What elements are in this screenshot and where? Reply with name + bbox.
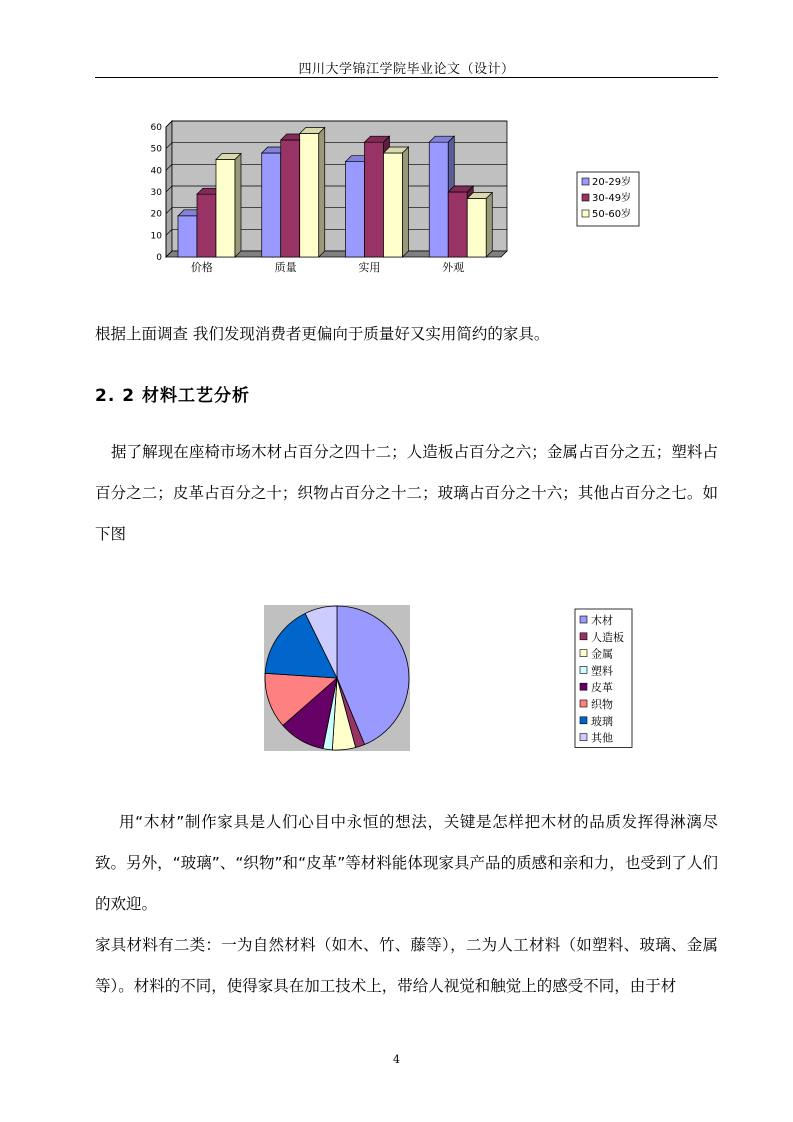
legend-label: 木材 bbox=[591, 614, 613, 627]
page-number: 4 bbox=[393, 1053, 400, 1066]
bar-side bbox=[319, 128, 325, 258]
legend-swatch bbox=[582, 210, 589, 217]
bar-front bbox=[178, 216, 197, 257]
legend-swatch bbox=[580, 666, 587, 673]
bar-front bbox=[262, 153, 281, 257]
bar-front bbox=[346, 162, 365, 257]
legend-label: 皮革 bbox=[591, 681, 613, 695]
section-heading: 2. 2 材料工艺分析 bbox=[95, 386, 250, 406]
y-tick-label: 20 bbox=[150, 209, 162, 220]
legend-swatch bbox=[580, 650, 587, 657]
legend-swatch bbox=[580, 717, 587, 724]
legend-swatch bbox=[582, 178, 589, 185]
y-tick-label: 40 bbox=[150, 166, 162, 177]
material-pie-chart bbox=[262, 603, 642, 753]
y-tick-label: 0 bbox=[156, 253, 162, 263]
legend-label: 玻璃 bbox=[591, 714, 613, 728]
y-tick-label: 10 bbox=[150, 231, 162, 242]
material-share-paragraph: 据了解现在座椅市场木材占百分之四十二；人造板占百分之六；金属占百分之五；塑料占百分之二；皮革占百分之十；织物占百分之十二；玻璃占百分之十六；其他占百分之七。如下图 bbox=[95, 443, 718, 543]
page-header-title: 四川大学锦江学院毕业论文（设计） bbox=[298, 62, 515, 77]
y-tick-label: 30 bbox=[150, 188, 162, 198]
bar-front bbox=[467, 199, 486, 258]
header-rule bbox=[95, 77, 718, 78]
x-tick-label: 质量 bbox=[274, 261, 297, 274]
legend-swatch bbox=[582, 194, 589, 201]
bar-front bbox=[216, 160, 235, 258]
legend-label: 30-49岁 bbox=[592, 193, 632, 204]
bar-side bbox=[235, 154, 241, 258]
wood-material-paragraph: 用“木材”制作家具是人们心目中永恒的想法，关键是怎样把木材的品质发挥得淋漓尽致。另外，“玻璃”、“织物”和“皮革”等材料能体现家具产品的质感和亲和力，也受到了人们的欢迎。 bbox=[95, 813, 718, 913]
legend-label: 50-60岁 bbox=[592, 209, 632, 220]
survey-conclusion: 根据上面调查 我们发现消费者更偏向于质量好又实用简约的家具。 bbox=[95, 325, 550, 343]
bar-front bbox=[197, 194, 216, 257]
legend-label: 织物 bbox=[591, 698, 613, 711]
y-tick-label: 60 bbox=[150, 123, 162, 133]
bar-front bbox=[448, 192, 467, 257]
legend-swatch bbox=[580, 734, 587, 741]
legend-label: 人造板 bbox=[591, 630, 624, 644]
x-tick-label: 外观 bbox=[442, 261, 465, 274]
legend-swatch bbox=[580, 700, 587, 707]
bar-front bbox=[365, 142, 384, 257]
bar-front bbox=[300, 134, 319, 258]
legend-label: 其他 bbox=[591, 731, 613, 745]
bar-front bbox=[384, 153, 403, 257]
bar-front bbox=[281, 140, 300, 257]
legend-label: 20-29岁 bbox=[592, 177, 632, 188]
legend-swatch bbox=[580, 616, 587, 623]
bar-front bbox=[429, 142, 448, 257]
legend-label: 金属 bbox=[591, 647, 613, 661]
x-tick-label: 实用 bbox=[358, 261, 381, 274]
x-tick-label: 价格 bbox=[190, 261, 213, 274]
bar-side bbox=[486, 193, 492, 258]
legend-label: 塑料 bbox=[591, 664, 613, 678]
bar-side bbox=[403, 147, 409, 257]
legend-swatch bbox=[580, 633, 587, 640]
age-preference-bar-chart bbox=[140, 115, 660, 280]
legend-swatch bbox=[580, 683, 587, 690]
y-tick-label: 50 bbox=[150, 144, 162, 155]
material-categories-paragraph: 家具材料有二类：一为自然材料（如木、竹、藤等），二为人工材料（如塑料、玻璃、金属等）。材料的不同，使得家具在加工技术上，带给人视觉和触觉上的感受不同，由于材 bbox=[95, 936, 718, 995]
